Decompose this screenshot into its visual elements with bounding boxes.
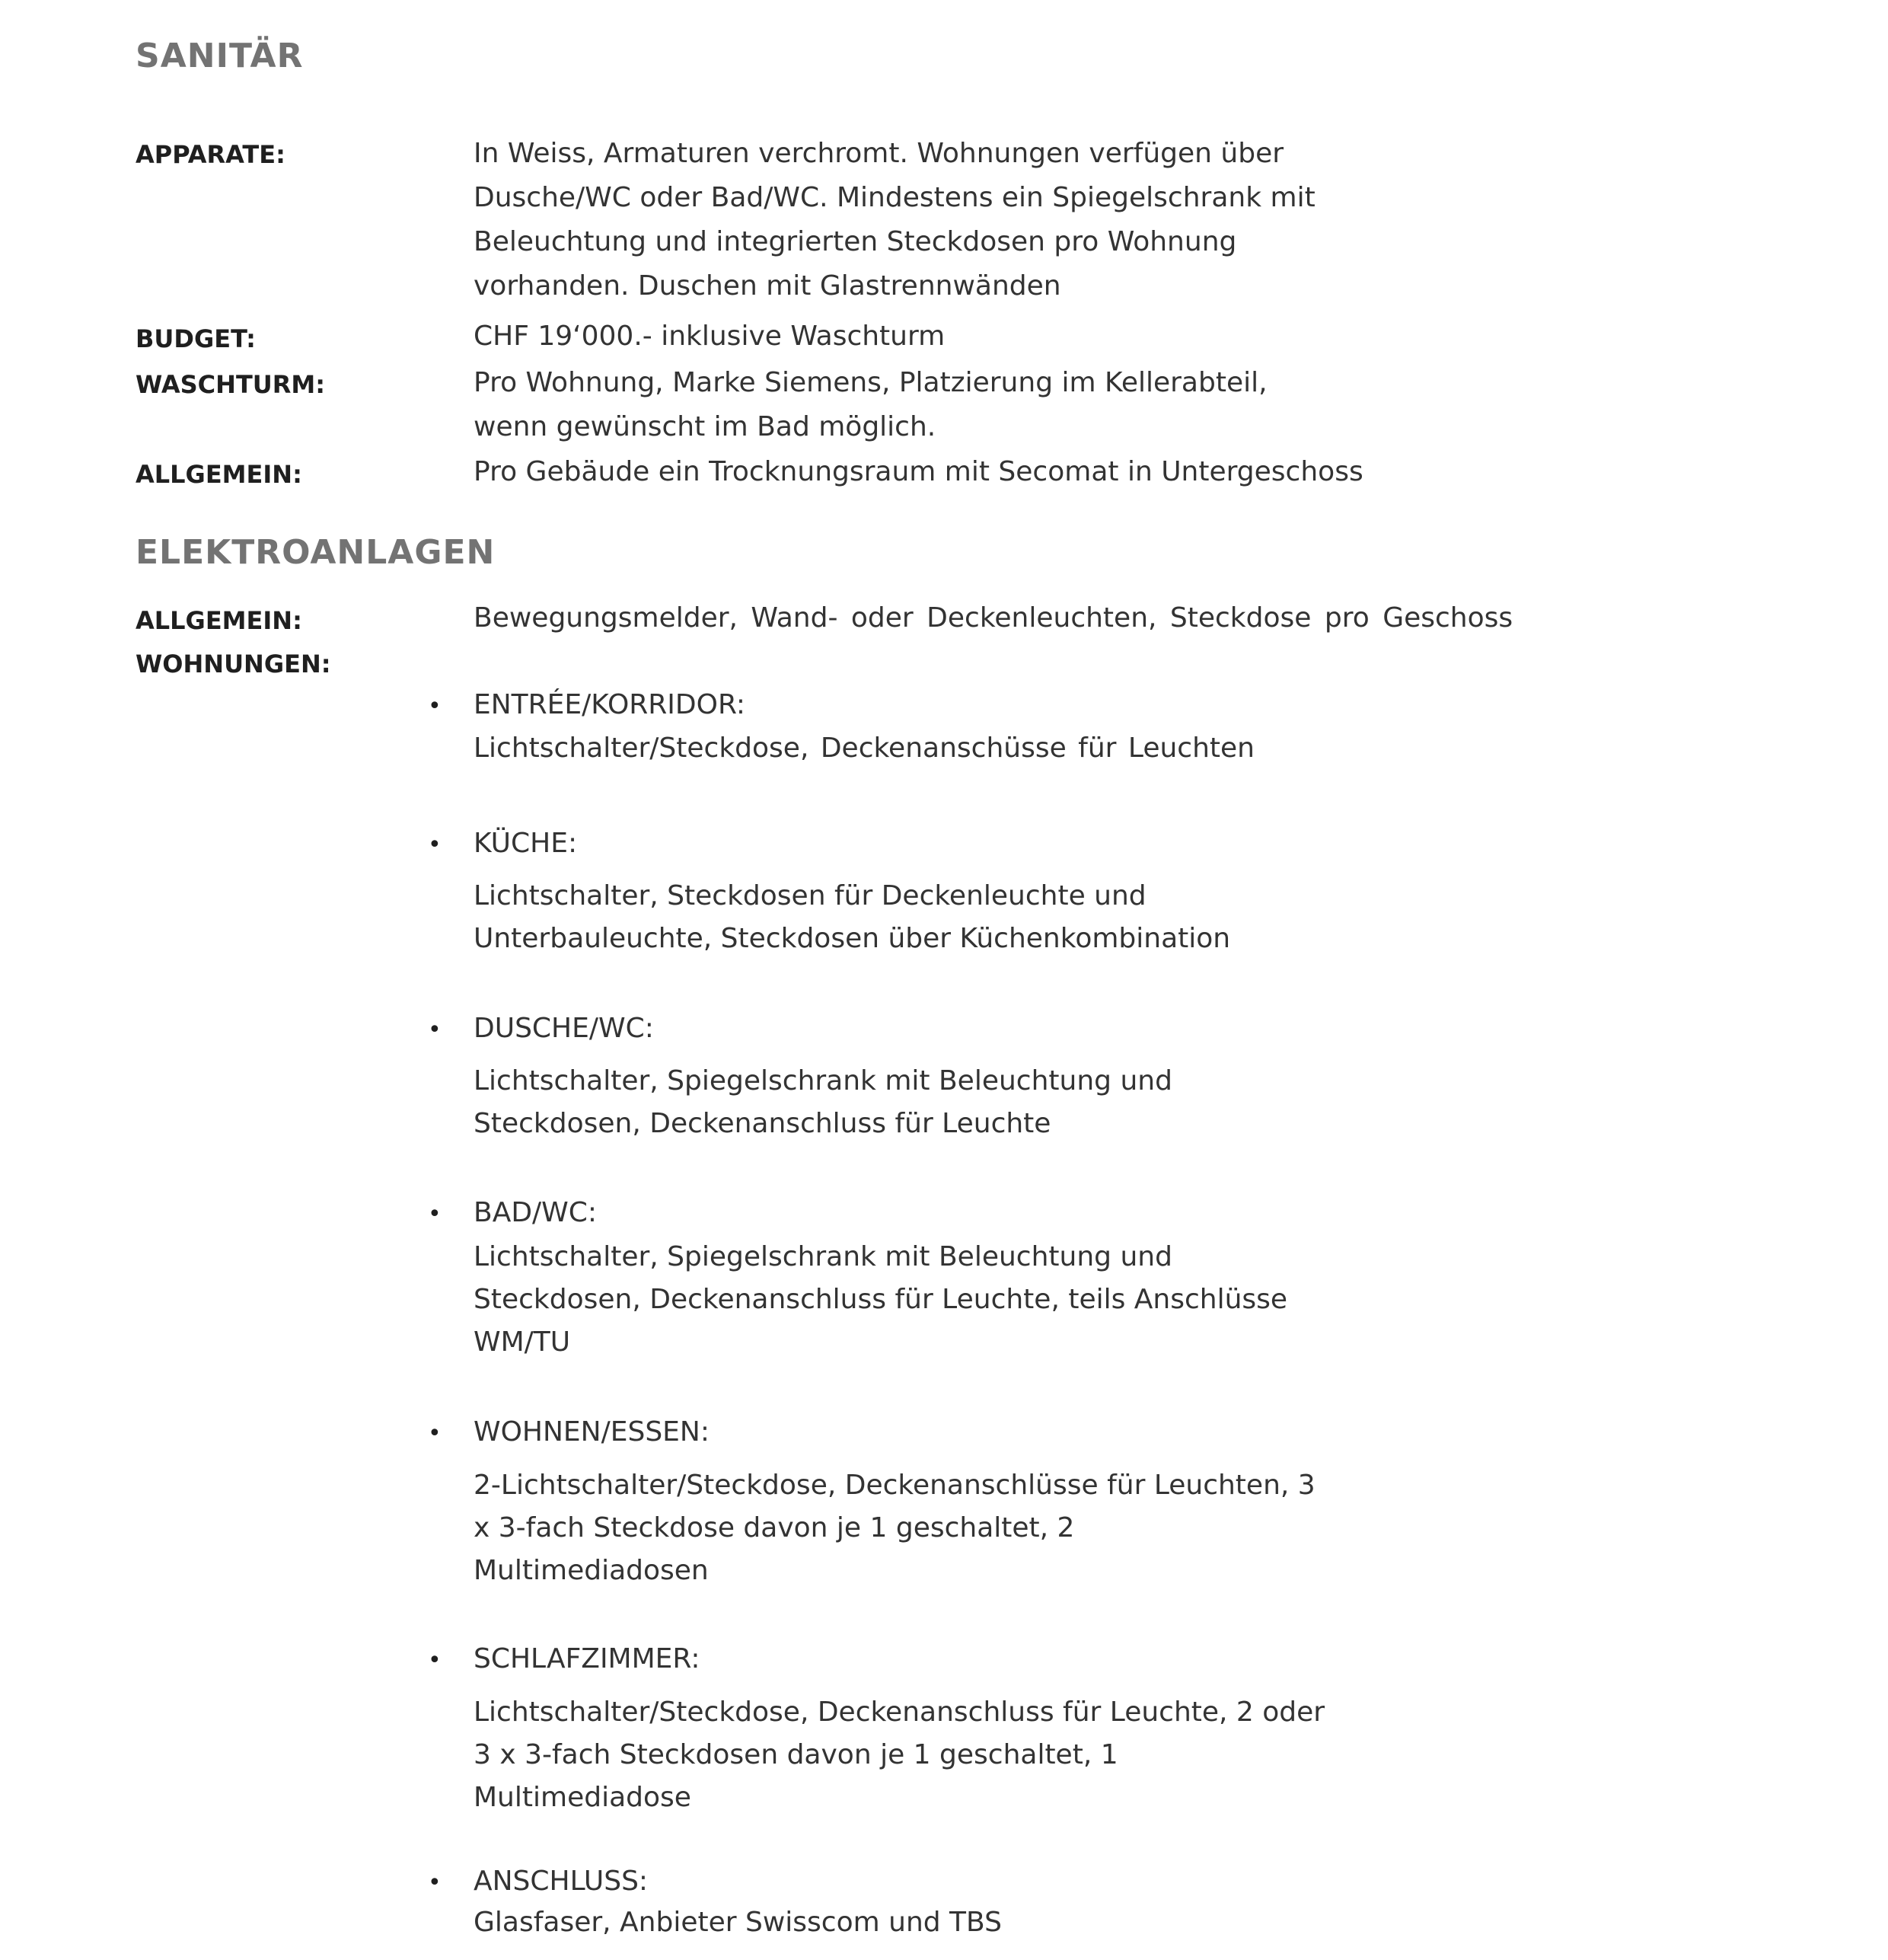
bullet-icon: • [428,1420,442,1447]
item-line: Steckdosen, Deckenanschluss für Leuchte [474,1108,1051,1139]
item-title-wohnen: WOHNEN/ESSEN: [474,1416,710,1448]
item-body-anschluss [474,1901,1002,1944]
label-allgemein-sanitaer: ALLGEMEIN: [136,460,302,489]
bullet-icon: • [428,1017,442,1043]
waschturm-line: Pro Wohnung, Marke Siemens, Platzierung im Kellerabteil, [474,367,1268,398]
item-title-schlafzimmer: SCHLAFZIMMER: [474,1643,700,1674]
item-line: Lichtschalter/Steckdose, Deckenanschüsse für Leuchten [474,733,1255,764]
bullet-icon: • [428,1869,442,1896]
item-line: Lichtschalter, Spiegelschrank mit Beleuchtung und [474,1241,1172,1272]
allgemein-sanitaer-line: Pro Gebäude ein Trocknungsraum mit Secomat in Untergeschoss [474,456,1363,487]
item-line: 3 x 3-fach Steckdosen davon je 1 geschaltet, 1 [474,1739,1118,1770]
value-allgemein-elektro [474,596,1813,640]
waschturm-line: wenn gewünscht im Bad möglich. [474,411,936,442]
bullet-icon: • [428,832,442,858]
item-body-wohnen [474,1464,1316,1592]
item-line: Multimediadosen [474,1555,709,1586]
item-title-anschluss: ANSCHLUSS: [474,1866,649,1897]
label-allgemein-elektro: ALLGEMEIN: [136,606,302,635]
bullet-icon: • [428,1201,442,1227]
apparate-line: vorhanden. Duschen mit Glastrennwänden [474,270,1061,302]
item-body-entree [474,727,1255,770]
item-line: Lichtschalter/Steckdose, Deckenanschluss für Leuchte, 2 oder [474,1697,1325,1728]
item-line: Unterbauleuchte, Steckdosen über Küchenkombination [474,923,1231,954]
apparate-line: Dusche/WC oder Bad/WC. Mindestens ein Spiegelschrank mit [474,182,1316,213]
allgemein-elektro-line: Bewegungsmelder, Wand- oder Deckenleuchten, Steckdose pro Geschoss [474,602,1513,634]
value-allgemein-sanitaer [474,450,1813,494]
value-waschturm [474,361,1813,449]
label-apparate: APPARATE: [136,140,285,169]
item-line: Multimediadose [474,1782,691,1813]
item-line: x 3-fach Steckdose davon je 1 geschaltet, 2 [474,1512,1075,1543]
item-line: Steckdosen, Deckenanschluss für Leuchte, teils Anschlüsse [474,1284,1288,1315]
item-line: Lichtschalter, Spiegelschrank mit Beleuchtung und [474,1065,1172,1097]
apparate-line: Beleuchtung und integrierten Steckdosen pro Wohnung [474,226,1237,257]
item-line: 2-Lichtschalter/Steckdose, Deckenanschlüsse für Leuchten, 3 [474,1470,1316,1501]
item-line: WM/TU [474,1326,571,1358]
bullet-icon: • [428,1647,442,1674]
label-waschturm: WASCHTURM: [136,370,326,399]
item-body-schlafzimmer [474,1691,1325,1819]
section-title-sanitaer: SANITÄR [136,37,304,75]
item-line: Lichtschalter, Steckdosen für Deckenleuchte und [474,880,1147,911]
label-budget: BUDGET: [136,324,256,353]
budget-line: CHF 19‘000.- inklusive Waschturm [474,321,946,352]
bullet-icon: • [428,693,442,720]
item-title-entree: ENTRÉE/KORRIDOR: [474,689,746,720]
apparate-line: In Weiss, Armaturen verchromt. Wohnungen verfügen über [474,138,1284,169]
item-body-bad [474,1236,1287,1364]
item-body-kueche [474,875,1230,960]
item-line: Glasfaser, Anbieter Swisscom und TBS [474,1907,1002,1938]
value-apparate [474,132,1813,308]
section-title-elektro: ELEKTROANLAGEN [136,533,496,572]
item-title-bad: BAD/WC: [474,1197,598,1228]
item-title-dusche: DUSCHE/WC: [474,1013,654,1044]
item-body-dusche [474,1060,1172,1145]
value-budget [474,314,1813,359]
item-title-kueche: KÜCHE: [474,828,578,859]
label-wohnungen: WOHNUNGEN: [136,650,331,678]
